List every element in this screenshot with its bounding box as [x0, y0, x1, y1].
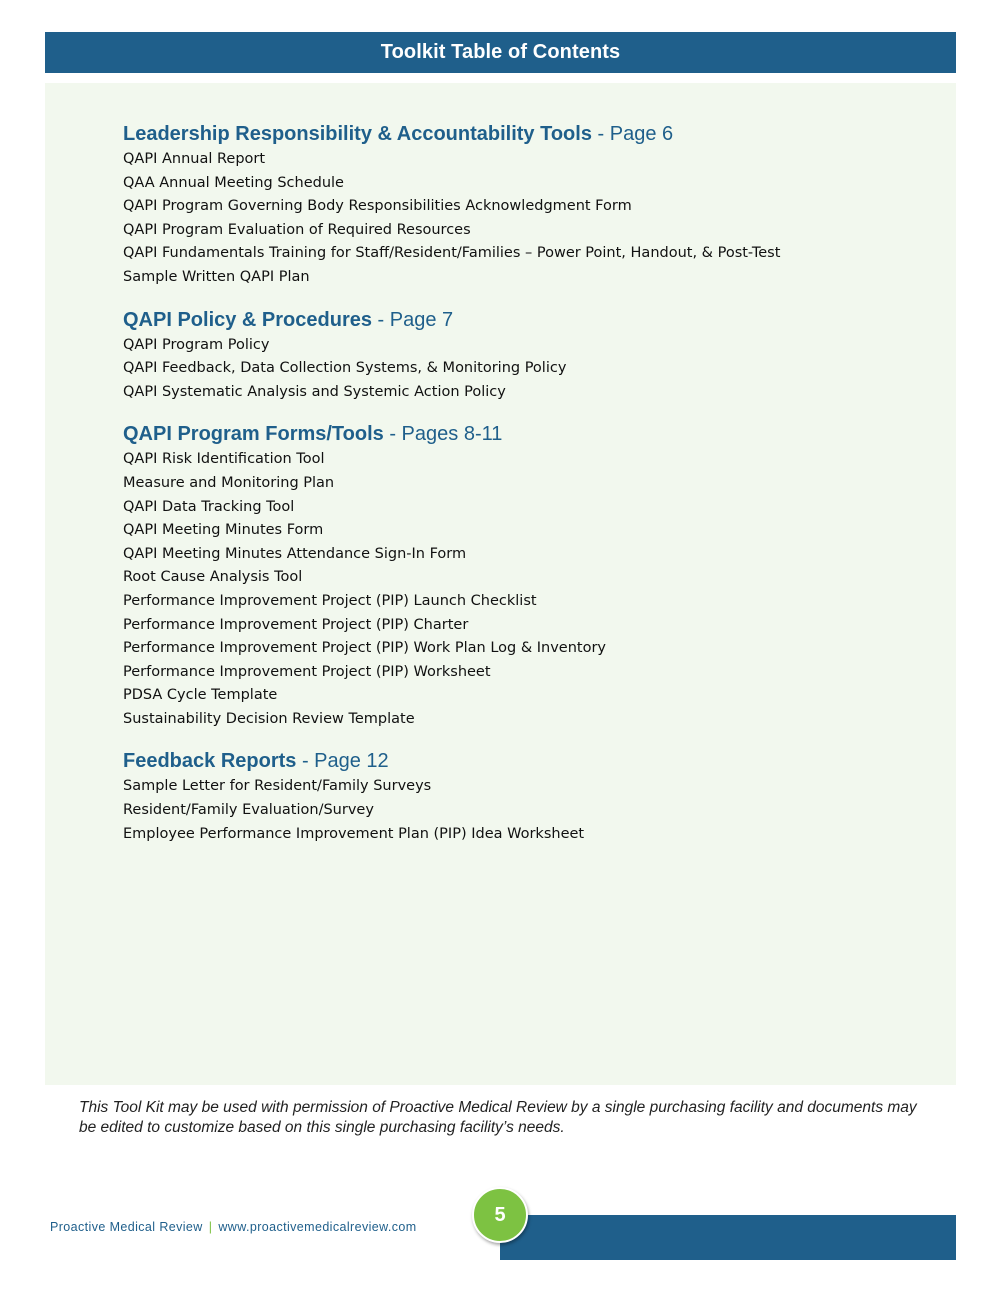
- toc-item: Measure and Monitoring Plan: [123, 474, 335, 491]
- section-title: Feedback Reports: [123, 750, 297, 773]
- toc-item: QAPI Annual Report: [123, 151, 266, 167]
- section-page-ref: - Page 6: [597, 123, 674, 145]
- toc-item: PDSA Cycle Template: [123, 687, 278, 704]
- toc-item: Sample Letter for Resident/Family Surveys: [123, 778, 432, 795]
- footer-separator: |: [208, 1220, 213, 1234]
- toc-section: [123, 121, 923, 290]
- table-of-contents: [123, 121, 923, 863]
- toc-item: QAPI Program Governing Body Responsibilities Acknowledgment Form: [123, 198, 632, 215]
- toc-item: QAPI Meeting Minutes Form: [123, 522, 324, 539]
- section-title: Leadership Responsibility & Accountability Tools: [123, 123, 592, 145]
- disclaimer-text: This Tool Kit may be used with permission of Proactive Medical Review by a single purchasing facility and documents may be edited to customize based on this single purchasing facility’s needs.: [79, 1099, 917, 1136]
- toc-item: QAPI Feedback, Data Collection Systems, & Monitoring Policy: [123, 360, 567, 377]
- footer-bar: [500, 1215, 956, 1260]
- section-heading: [123, 121, 923, 147]
- page-title: Toolkit Table of Contents: [380, 41, 621, 63]
- header-bar: [45, 32, 956, 73]
- toc-item: QAPI Fundamentals Training for Staff/Resident/Families – Power Point, Handout, & Post-Test: [123, 245, 781, 262]
- section-heading: [123, 748, 923, 774]
- footer-website-link[interactable]: www.proactivemedicalreview.com: [218, 1220, 417, 1234]
- toc-item: Sustainability Decision Review Template: [123, 710, 415, 727]
- toc-section: [123, 421, 923, 731]
- toc-item: Performance Improvement Project (PIP) Worksheet: [123, 663, 491, 680]
- section-heading: [123, 421, 923, 447]
- toc-item: Sample Written QAPI Plan: [123, 268, 310, 285]
- section-page-ref: - Page 7: [377, 308, 454, 331]
- section-title: QAPI Policy & Procedures: [123, 308, 372, 331]
- toc-item: Performance Improvement Project (PIP) Launch Checklist: [123, 592, 537, 609]
- toc-section: [123, 748, 923, 846]
- section-title: QAPI Program Forms/Tools: [123, 423, 384, 446]
- section-page-ref: - Page 12: [301, 750, 389, 773]
- toc-item: Performance Improvement Project (PIP) Work Plan Log & Inventory: [123, 640, 607, 657]
- toc-item: QAPI Data Tracking Tool: [123, 498, 295, 515]
- page-number: 5: [494, 1203, 506, 1226]
- toc-item: QAPI Meeting Minutes Attendance Sign-In Form: [123, 545, 467, 562]
- toc-item: QAPI Program Policy: [123, 336, 270, 353]
- toc-item: QAPI Program Evaluation of Required Resources: [123, 221, 471, 238]
- toc-item: QAA Annual Meeting Schedule: [123, 174, 344, 191]
- section-page-ref: - Pages 8-11: [389, 423, 503, 446]
- footer-text: [50, 1220, 417, 1234]
- toc-item: Root Cause Analysis Tool: [123, 569, 303, 586]
- toc-item: QAPI Risk Identification Tool: [123, 451, 325, 468]
- toc-section: [123, 307, 923, 405]
- toc-item: Employee Performance Improvement Plan (PIP) Idea Worksheet: [123, 825, 585, 842]
- page-number-badge: [472, 1187, 528, 1243]
- footer-company: Proactive Medical Review: [50, 1220, 203, 1234]
- content-panel: [45, 83, 956, 1085]
- toc-item: QAPI Systematic Analysis and Systemic Action Policy: [123, 383, 506, 400]
- section-heading: [123, 307, 923, 333]
- toc-item: Resident/Family Evaluation/Survey: [123, 802, 374, 819]
- toc-item: Performance Improvement Project (PIP) Charter: [123, 616, 469, 633]
